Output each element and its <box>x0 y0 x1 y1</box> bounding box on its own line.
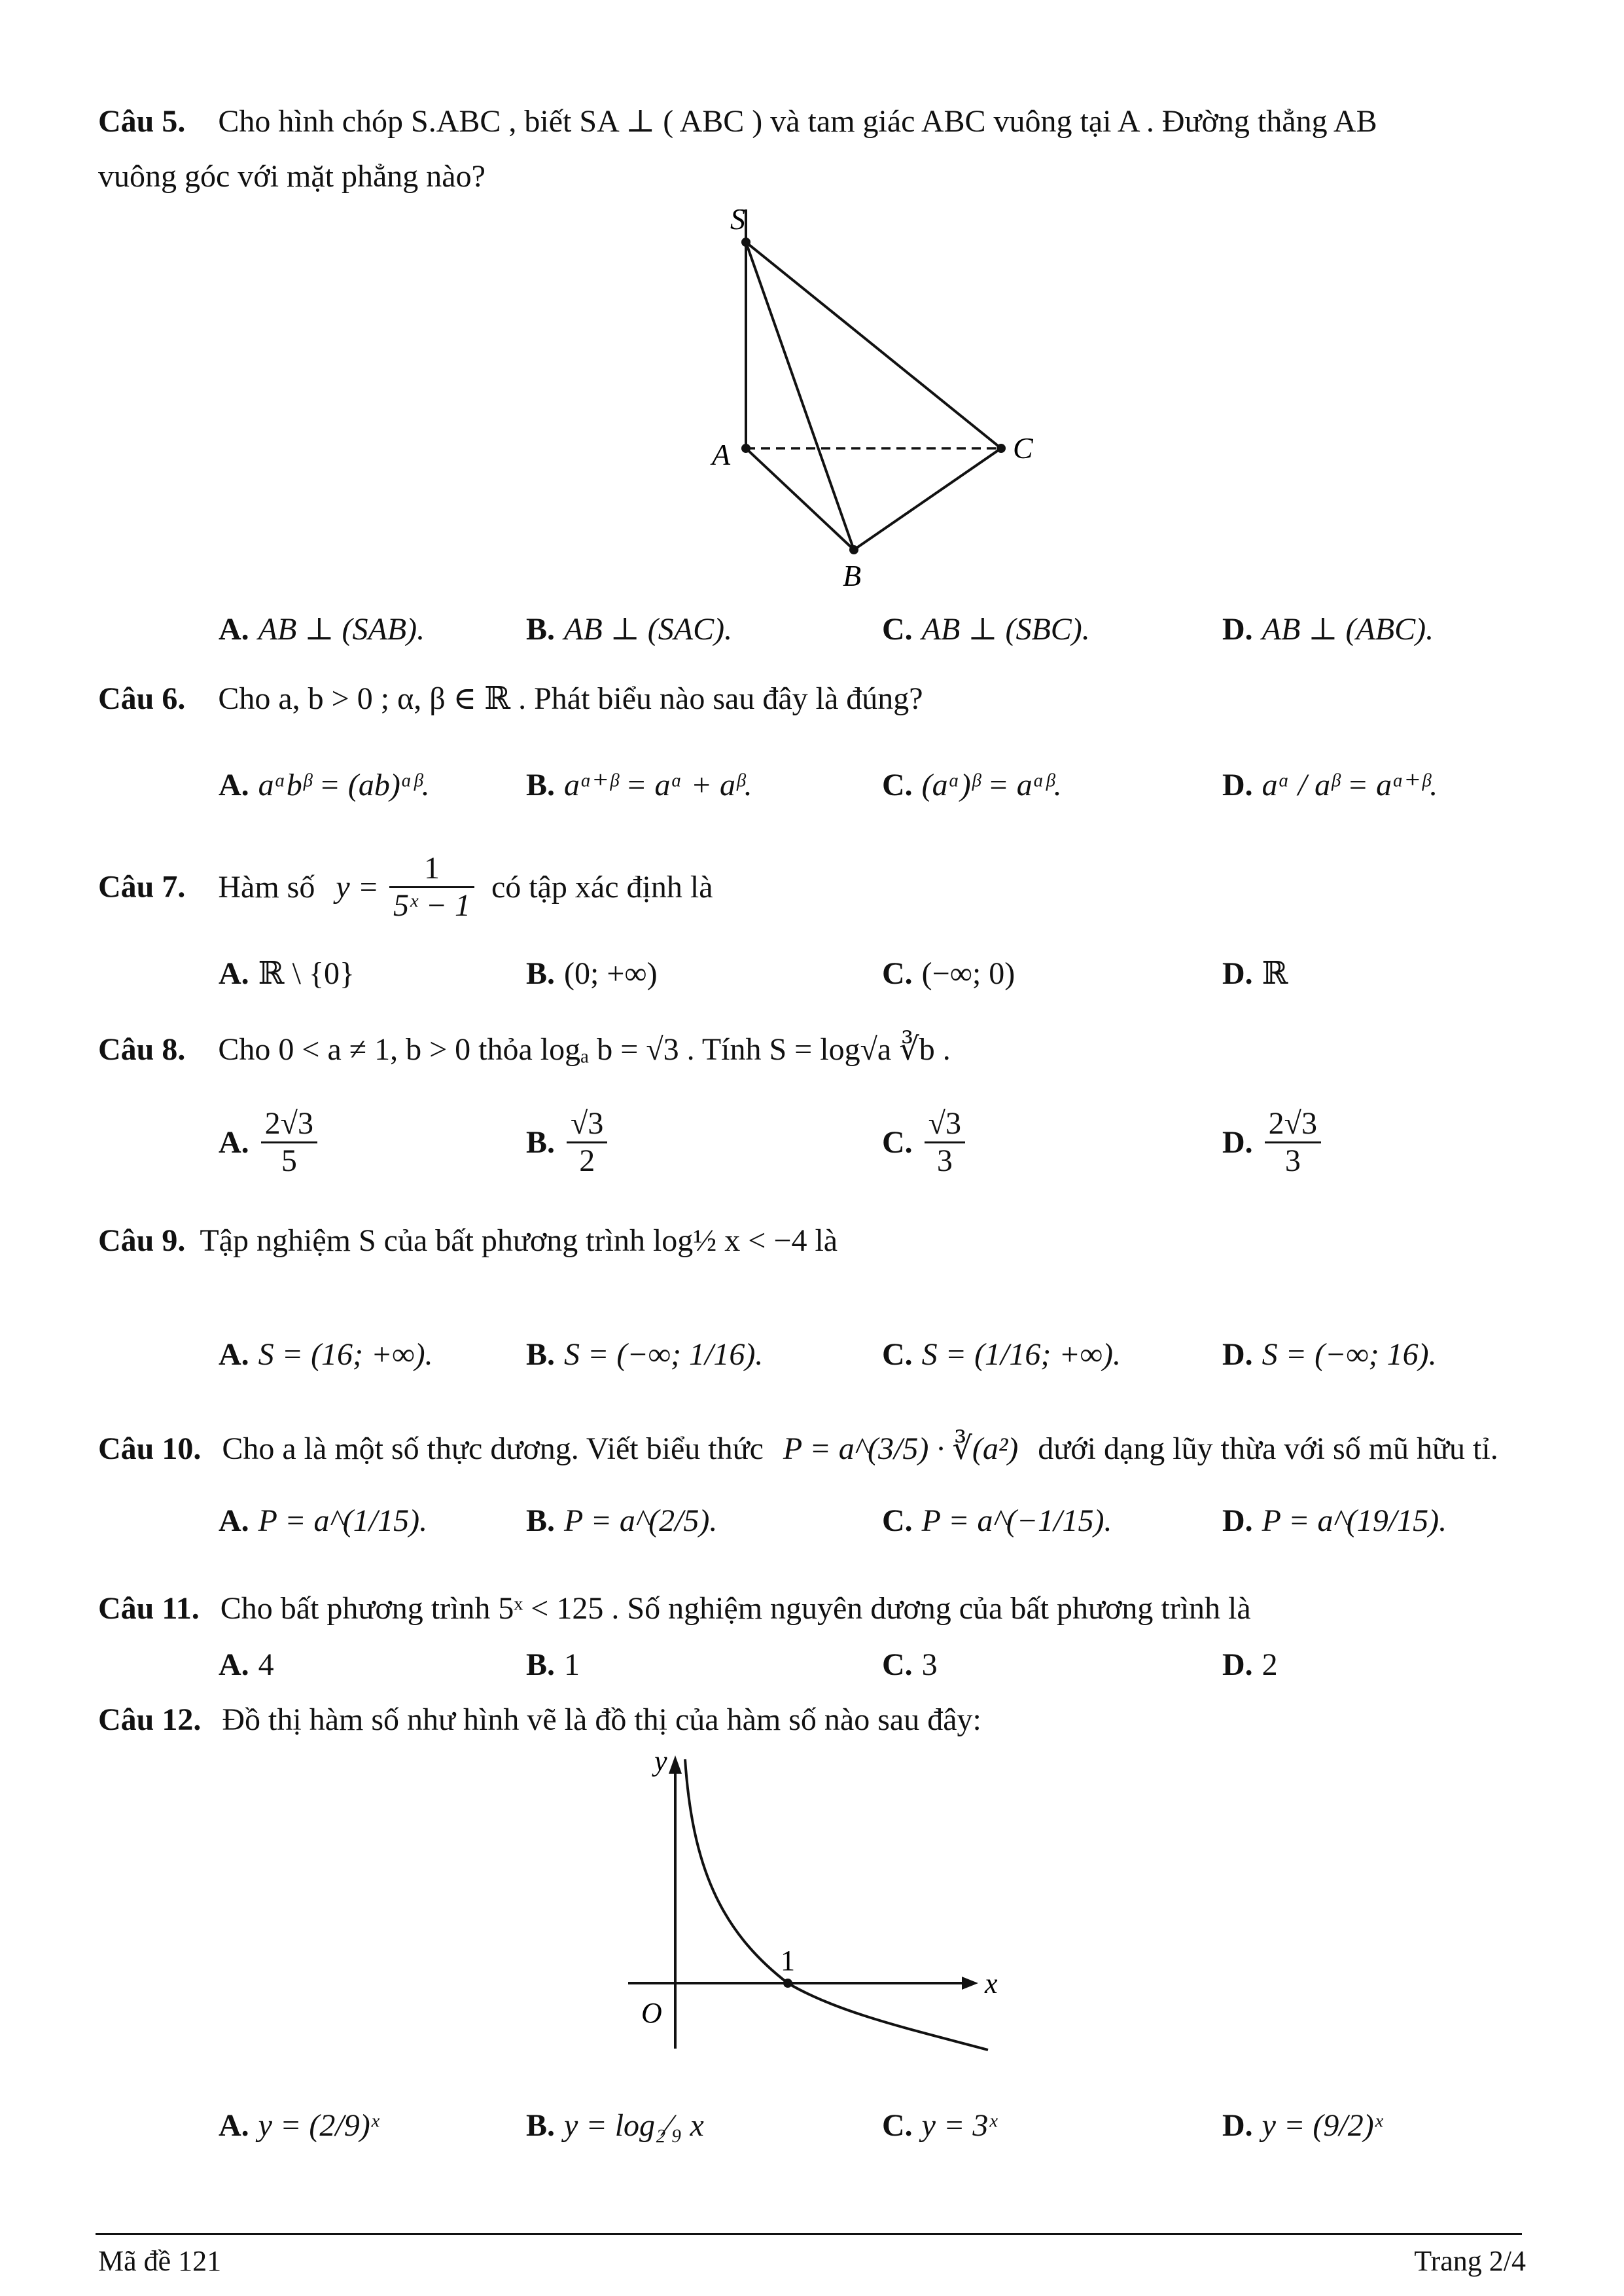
question-5-line2: vuông góc với mặt phẳng nào? <box>98 159 485 194</box>
question-5-line1 <box>98 103 1377 140</box>
question-11-text: Cho bất phương trình 5ˣ < 125 . Số nghiệm nguyên dương của bất phương trình là <box>220 1591 1251 1626</box>
q10-option-a[interactable]: A. P = a^(1/15). <box>219 1503 428 1538</box>
q11-option-d[interactable]: D. 2 <box>1222 1647 1278 1682</box>
question-12-label: Câu 12. <box>98 1702 202 1737</box>
q5-option-b[interactable]: B. AB ⊥ (SAC). <box>526 612 733 647</box>
q8-option-a[interactable]: A. $\frac{2√3}{5}$ <box>219 1106 320 1179</box>
q11-option-c[interactable]: C. 3 <box>882 1647 938 1682</box>
q7-option-c[interactable]: C. (−∞; 0) <box>882 956 1015 991</box>
vertex-B-label: B <box>843 559 862 592</box>
q8-option-b[interactable]: B. $\frac{√3}{2}$ <box>526 1106 610 1179</box>
question-9-label: Câu 9. <box>98 1223 186 1258</box>
q10-option-d[interactable]: D. P = a^(19/15). <box>1222 1503 1447 1538</box>
question-6-text: Cho a, b > 0 ; α, β ∈ ℝ . Phát biểu nào sau đây là đúng? <box>218 681 923 716</box>
question-10-label: Câu 10. <box>98 1431 202 1466</box>
q7-fraction: $\frac{1}{\text{5ˣ − 1}}$ <box>389 851 474 924</box>
x-axis-label: x <box>985 1967 998 2000</box>
x-axis-arrow <box>962 1977 978 1990</box>
question-6-line <box>98 681 923 717</box>
q10-option-c[interactable]: C. P = a^(−1/15). <box>882 1503 1112 1538</box>
vertex-C-label: C <box>1013 431 1033 465</box>
q7-option-a[interactable]: A. ℝ \ {0} <box>219 956 355 991</box>
exam-code: Mã đề 121 <box>98 2245 222 2277</box>
q7-option-b[interactable]: B. (0; +∞) <box>526 956 658 991</box>
q9-option-a[interactable]: A. S = (16; +∞). <box>219 1337 433 1372</box>
point-1-label: 1 <box>781 1945 795 1977</box>
q5-option-c[interactable]: C. AB ⊥ (SBC). <box>882 612 1090 647</box>
q12-option-c[interactable]: C. y = 3ˣ <box>882 2108 997 2143</box>
q12-option-d[interactable]: D. y = (9/2)ˣ <box>1222 2108 1383 2143</box>
q9-option-b[interactable]: B. S = (−∞; 1/16). <box>526 1337 764 1372</box>
question-11-line <box>98 1590 1251 1627</box>
question-9-text: Tập nghiệm S của bất phương trình log½ x < −4 là <box>200 1223 838 1258</box>
page-number: Trang 2/4 <box>1414 2245 1526 2277</box>
question-12-text: Đồ thị hàm số như hình vẽ là đồ thị của hàm số nào sau đây: <box>222 1702 981 1737</box>
q5-option-a[interactable]: A. AB ⊥ (SAB). <box>219 612 425 647</box>
q6-option-c[interactable]: C. (aᵅ)ᵝ = aᵅᵝ. <box>882 768 1062 802</box>
question-7-label: Câu 7. <box>98 869 186 905</box>
edge-BC <box>854 448 1001 550</box>
point-1 <box>783 1979 792 1988</box>
q8-option-d[interactable]: D. $\frac{2√3}{3}$ <box>1222 1106 1324 1179</box>
footer-divider <box>96 2233 1522 2235</box>
q11-option-b[interactable]: B. 1 <box>526 1647 580 1682</box>
edge-AB <box>746 448 854 550</box>
q9-option-d[interactable]: D. S = (−∞; 16). <box>1222 1337 1437 1372</box>
q7-option-d[interactable]: D. ℝ <box>1222 956 1288 991</box>
q10-option-b[interactable]: B. P = a^(2/5). <box>526 1503 718 1538</box>
q6-option-b[interactable]: B. aᵅ⁺ᵝ = aᵅ + aᵝ. <box>526 768 752 802</box>
y-axis-label: y <box>654 1748 667 1777</box>
q12-option-b[interactable]: B. y = log₂⁄₉ x <box>526 2108 704 2143</box>
question-5-label: Câu 5. <box>98 104 186 139</box>
vertex-A-label: A <box>712 438 731 471</box>
origin-label: O <box>641 1997 662 2029</box>
q6-option-d[interactable]: D. aᵅ / aᵝ = aᵅ⁺ᵝ. <box>1222 768 1438 802</box>
question-6-label: Câu 6. <box>98 681 186 716</box>
q12-option-a[interactable]: A. y = (2/9)ˣ <box>219 2108 380 2143</box>
question-10-line: Câu 10. Cho a là một số thực dương. Viết biểu thức P = a^(3/5) · ∛(a²) dưới dạng lũy thừa với số mũ hữu tỉ. <box>98 1431 1498 1466</box>
q10-expression: P = a^(3/5) · ∛(a²) <box>783 1431 1019 1466</box>
q6-option-a[interactable]: A. aᵅbᵝ = (ab)ᵅᵝ. <box>219 768 430 802</box>
question-9-line <box>98 1223 838 1259</box>
question-8-line <box>98 1031 951 1068</box>
question-8-label: Câu 8. <box>98 1032 186 1067</box>
q5-option-d[interactable]: D. AB ⊥ (ABC). <box>1222 612 1434 647</box>
question-7-line: Câu 7. Hàm số y = $\frac{1}{\text{5ˣ − 1}}$ có tập xác định là <box>98 851 713 923</box>
pyramid-figure <box>700 209 1067 596</box>
q11-option-a[interactable]: A. 4 <box>219 1647 274 1682</box>
question-8-text: Cho 0 < a ≠ 1, b > 0 thỏa logₐ b = √3 . Tính S = log√a ∛b . <box>218 1032 951 1067</box>
q8-option-c[interactable]: C. $\frac{√3}{3}$ <box>882 1106 968 1179</box>
question-12-line <box>98 1702 981 1738</box>
q9-option-c[interactable]: C. S = (1/16; +∞). <box>882 1337 1121 1372</box>
y-axis-arrow <box>669 1755 682 1774</box>
vertex-S-label: S <box>730 209 745 236</box>
edge-SB <box>746 242 854 550</box>
question-5-text: Cho hình chóp S.ABC , biết SA ⊥ ( ABC ) và tam giác ABC vuông tại A . Đường thẳng AB <box>218 104 1377 139</box>
question-11-label: Câu 11. <box>98 1591 200 1626</box>
function-graph <box>622 1748 1001 2055</box>
log-curve <box>685 1759 988 2050</box>
edge-SC <box>746 242 1001 448</box>
